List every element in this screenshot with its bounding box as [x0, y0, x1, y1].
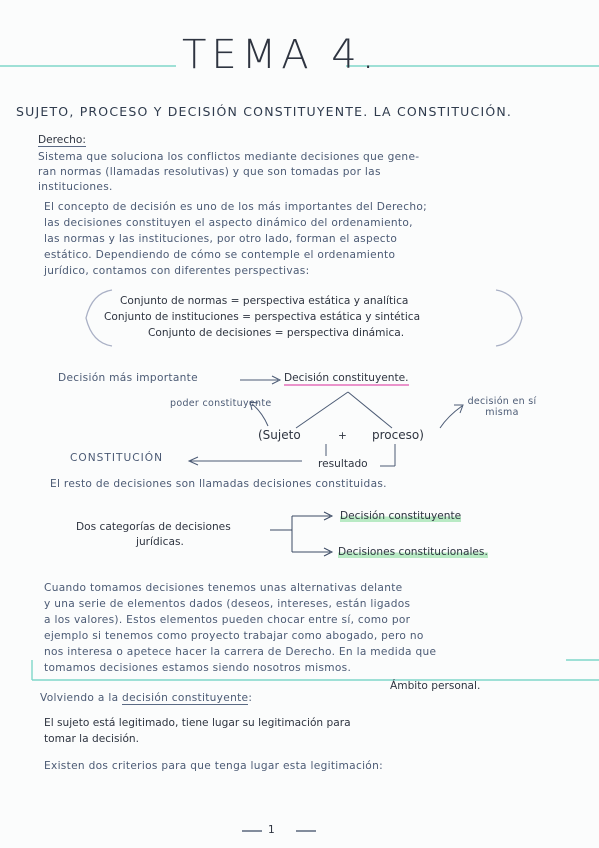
sujeto-label: (Sujeto	[258, 428, 301, 442]
categoria-item: Decisión constituyente	[340, 510, 462, 522]
diagram-left-label: Decisión más importante	[58, 372, 198, 384]
page-number: 1	[268, 824, 275, 836]
perspective-item: Conjunto de decisiones = perspectiva dinámica.	[148, 327, 405, 339]
proceso-label: proceso)	[372, 428, 424, 442]
derecho-line: instituciones.	[38, 181, 113, 193]
paragraph-line: las normas y las instituciones, por otro lado, forman el aspecto	[44, 233, 398, 245]
perspective-item: Conjunto de instituciones = perspectiva estática y sintética	[104, 311, 421, 323]
diagram-right-label: Decisión constituyente.	[284, 372, 409, 384]
resultado-label: resultado	[318, 458, 368, 470]
paragraph-line: tomar la decisión.	[44, 733, 140, 745]
paragraph-line: Existen dos criterios para que tenga lugar esta legitimación:	[44, 760, 383, 772]
page-title: TEMA 4.	[182, 32, 380, 78]
categorias-label: Dos categorías de decisiones	[76, 521, 231, 533]
plus-sign: +	[338, 430, 347, 442]
categoria-item: Decisiones constitucionales.	[338, 546, 488, 558]
paragraph-line: nos interesa o apetece hacer la carrera de Derecho. En la medida que	[44, 646, 437, 658]
decision-en-si-label: decisión en sí misma	[467, 396, 537, 418]
derecho-line: ran normas (llamadas resolutivas) y que son tomadas por las	[38, 166, 381, 178]
paragraph-line: Cuando tomamos decisiones tenemos unas alternativas delante	[44, 582, 403, 594]
section-subtitle: SUJETO, PROCESO Y DECISIÓN CONSTITUYENTE. LA CONSTITUCIÓN.	[16, 104, 513, 119]
paragraph-line: tomamos decisiones estamos siendo nosotros mismos.	[44, 662, 352, 674]
derecho-heading: Derecho:	[38, 134, 86, 146]
constitucion-label: CONSTITUCIÓN	[70, 452, 163, 464]
volviendo-suffix: :	[248, 692, 253, 704]
paragraph-line: las decisiones constituyen el aspecto dinámico del ordenamiento,	[44, 217, 413, 229]
paragraph-line: y una serie de elementos dados (deseos, intereses, están ligados	[44, 598, 411, 610]
paragraph-line: a los valores). Estos elementos pueden chocar entre sí, como por	[44, 614, 411, 626]
paragraph-line: jurídico, contamos con diferentes perspectivas:	[44, 265, 310, 277]
ambito-label: Ámbito personal.	[390, 680, 481, 692]
paragraph-line: estático. Dependiendo de cómo se contemple el ordenamiento	[44, 249, 396, 261]
volviendo-underlined: decisión constituyente	[122, 692, 249, 704]
categorias-label: jurídicas.	[136, 536, 184, 548]
perspective-item: Conjunto de normas = perspectiva estática y analítica	[120, 295, 409, 307]
paragraph-line: El sujeto está legitimado, tiene lugar su legitimación para	[44, 717, 351, 729]
paragraph-line: El concepto de decisión es uno de los más importantes del Derecho;	[44, 201, 428, 213]
volviendo-line	[40, 692, 252, 704]
brace-right	[496, 290, 522, 346]
paragraph-line: ejemplo si tenemos como proyecto trabajar como abogado, pero no	[44, 630, 424, 642]
derecho-line: Sistema que soluciona los conflictos mediante decisiones que gene-	[38, 151, 420, 163]
poder-label: poder constituyente	[170, 398, 272, 409]
volviendo-prefix: Volviendo a la	[40, 692, 119, 704]
resto-decisiones: El resto de decisiones son llamadas decisiones constituidas.	[50, 478, 387, 490]
